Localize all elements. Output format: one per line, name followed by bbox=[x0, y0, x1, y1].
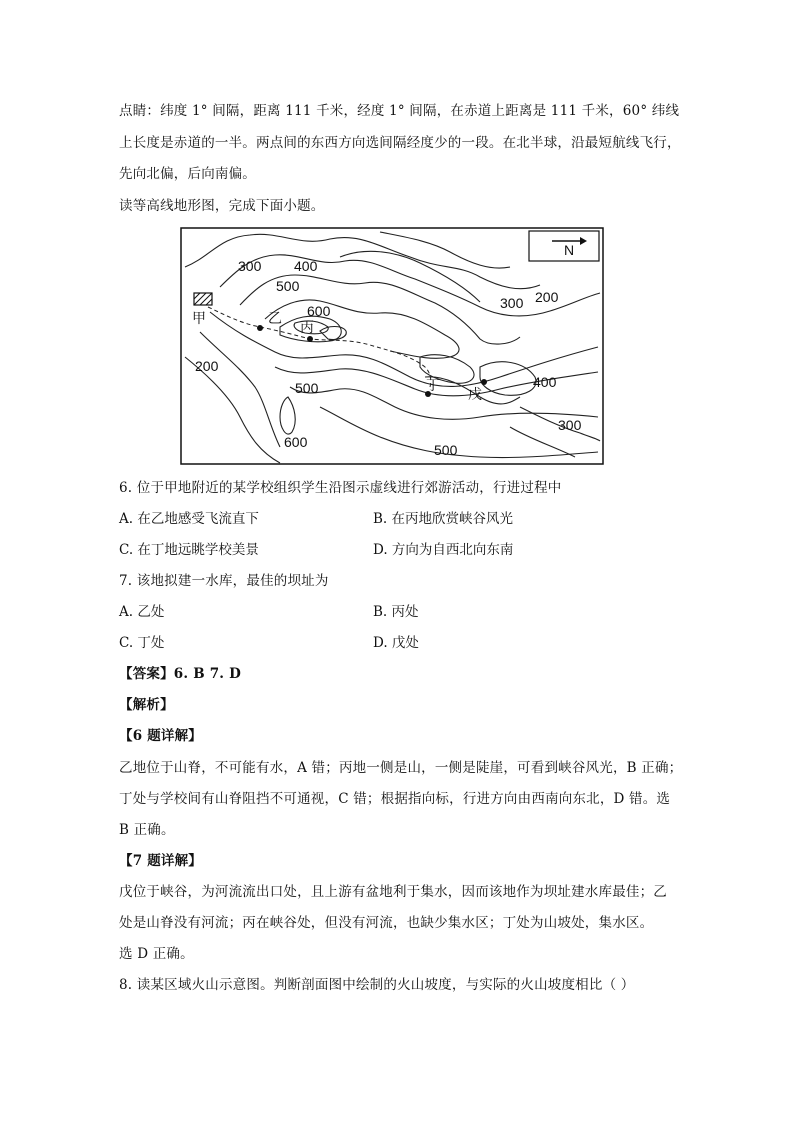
note-line-3: 先向北偏，后向南偏。 bbox=[119, 166, 256, 182]
contour-label: 300 bbox=[238, 258, 262, 274]
note-line-2: 上长度是赤道的一半。两点间的东西方向选间隔经度少的一段。在北半球，沿最短航线飞行， bbox=[119, 135, 681, 151]
q7-explanation-3: 选 D 正确。 bbox=[119, 946, 194, 962]
place-yi: 乙 bbox=[268, 311, 282, 327]
question-7: 7. 该地拟建一水库，最佳的坝址为 bbox=[119, 573, 329, 589]
contour-label: 200 bbox=[535, 289, 559, 305]
contour-label: 500 bbox=[295, 380, 319, 396]
contour-label: 500 bbox=[434, 442, 458, 458]
contour-label: 400 bbox=[533, 374, 557, 390]
place-bing: 丙 bbox=[300, 320, 314, 336]
place-jia: 甲 bbox=[192, 311, 206, 327]
q6-option-d: D. 方向为自西北向东南 bbox=[373, 542, 514, 558]
question-8: 8. 读某区域火山示意图。判断剖面图中绘制的火山坡度，与实际的火山坡度相比（ ） bbox=[119, 977, 635, 993]
question-6: 6. 位于甲地附近的某学校组织学生沿图示虚线进行郊游活动，行进过程中 bbox=[119, 480, 562, 496]
q7-option-c: C. 丁处 bbox=[119, 635, 165, 651]
place-ding: 丁 bbox=[426, 378, 440, 394]
contour-label: 600 bbox=[284, 434, 308, 450]
answer-line: 【答案】6. B 7. D bbox=[119, 666, 242, 682]
intro-line: 读等高线地形图，完成下面小题。 bbox=[119, 198, 325, 214]
q6-explanation-3: B 正确。 bbox=[119, 822, 175, 838]
place-wu: 戊 bbox=[468, 387, 482, 403]
note-line-1: 点睛：纬度 1° 间隔，距离 111 千米，经度 1° 间隔，在赤道上距离是 111 千米，60° 纬线 bbox=[119, 103, 680, 119]
q6-explanation-2: 丁处与学校间有山脊阻挡不可通视，C 错；根据指向标，行进方向由西南向东北，D 错。选 bbox=[119, 791, 671, 807]
contour-label: 300 bbox=[500, 295, 524, 311]
q6-detail-heading: 【6 题详解】 bbox=[119, 728, 202, 744]
contour-map bbox=[180, 227, 604, 465]
q7-option-a: A. 乙处 bbox=[119, 604, 165, 620]
q6-explanation-1: 乙地位于山脊，不可能有水，A 错；丙地一侧是山，一侧是陡崖，可看到峡谷风光，B 正确； bbox=[119, 760, 683, 776]
q7-option-b: B. 丙处 bbox=[373, 604, 419, 620]
q7-explanation-2: 处是山脊没有河流；丙在峡谷处，但没有河流，也缺少集水区；丁处为山坡处，集水区。 bbox=[119, 915, 654, 931]
q6-option-a: A. 在乙地感受飞流直下 bbox=[119, 511, 259, 527]
q6-option-b: B. 在丙地欣赏峡谷风光 bbox=[373, 511, 514, 527]
q7-detail-heading: 【7 题详解】 bbox=[119, 853, 202, 869]
q7-explanation-1: 戊位于峡谷，为河流流出口处，且上游有盆地利于集水，因而该地作为坝址建水库最佳；乙 bbox=[119, 884, 667, 900]
q7-option-d: D. 戊处 bbox=[373, 635, 419, 651]
analysis-heading: 【解析】 bbox=[119, 697, 174, 713]
contour-label: 500 bbox=[276, 278, 300, 294]
north-label: N bbox=[564, 242, 575, 258]
contour-label: 400 bbox=[294, 258, 318, 274]
contour-label: 600 bbox=[307, 303, 331, 319]
contour-label: 200 bbox=[195, 358, 219, 374]
contour-label: 300 bbox=[558, 417, 582, 433]
q6-option-c: C. 在丁地远眺学校美景 bbox=[119, 542, 259, 558]
